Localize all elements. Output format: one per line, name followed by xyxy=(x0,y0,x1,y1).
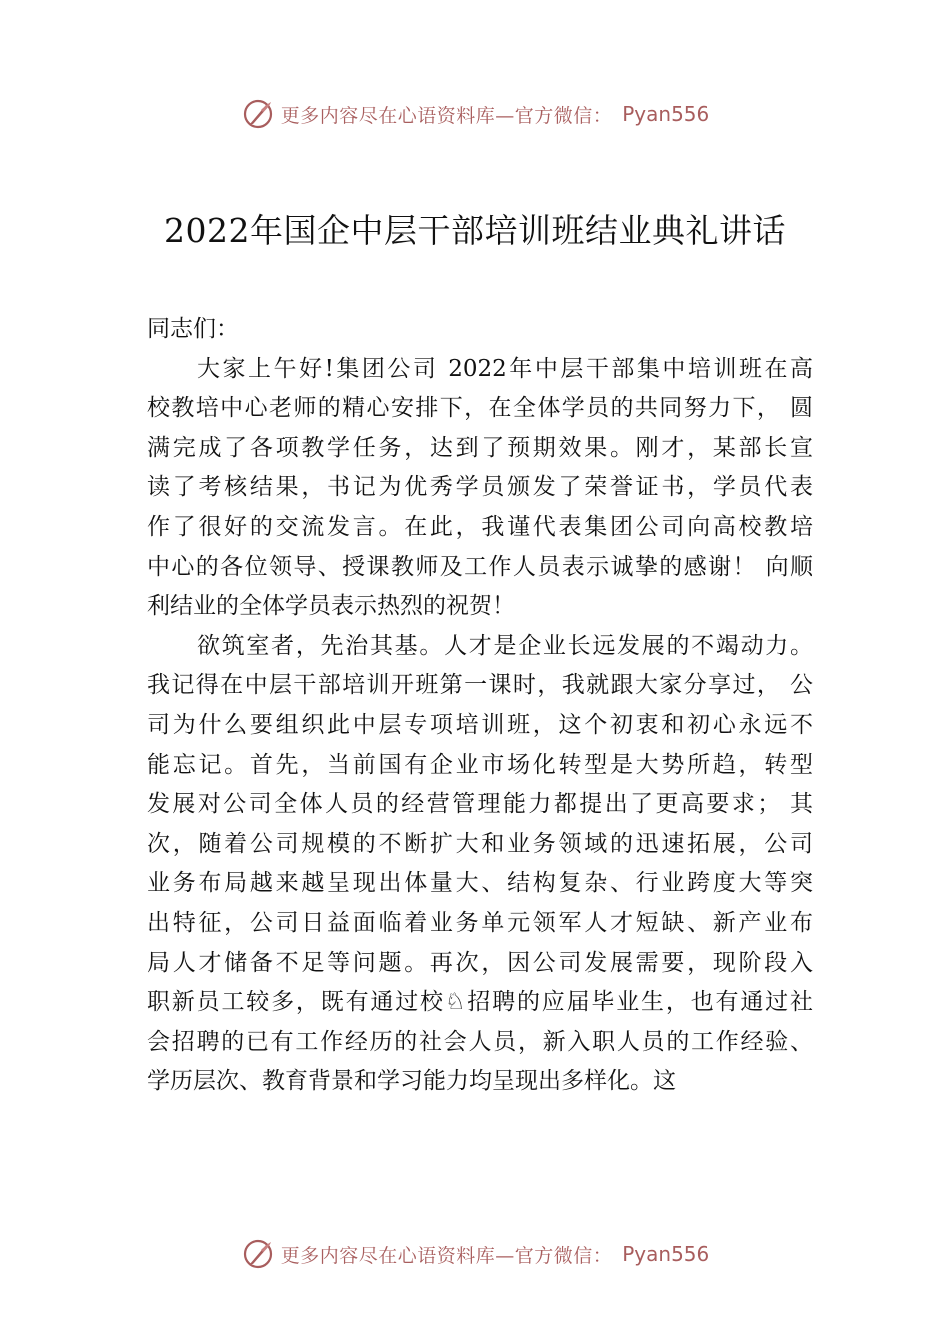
body-line: 利结业的全体学员表示热烈的祝贺！ xyxy=(147,593,515,620)
body-line: 职新员工较多，既有通过校♘招聘的应届毕业生，也有通过社 xyxy=(147,989,813,1016)
body-line: 大家上午好!集团公司 2022年中层干部集中培训班在高 xyxy=(197,355,813,382)
watermark-text: 更多内容尽在心语资料库—官方微信： xyxy=(280,1244,613,1267)
watermark-group xyxy=(241,1237,710,1271)
body-line: 会招聘的已有工作经历的社会人员，新入职人员的工作经验、 xyxy=(147,1028,813,1055)
body-line: 次，随着公司规模的不断扩大和业务领域的迅速拓展，公司 xyxy=(147,830,813,857)
document-body xyxy=(147,310,813,1102)
body-line: 我记得在中层干部培训开班第一课时，我就跟大家分享过， 公 xyxy=(147,672,813,699)
body-line: 能忘记。首先，当前国有企业市场化转型是大势所趋，转型 xyxy=(147,751,813,778)
footer-watermark xyxy=(0,1234,950,1274)
watermark-text: 更多内容尽在心语资料库—官方微信： xyxy=(280,104,613,127)
watermark-wechat-id: Pyan556 xyxy=(622,102,710,126)
quill-pen-logo-icon xyxy=(241,1237,275,1271)
body-line: 欲筑室者，先治其基。人才是企业长远发展的不竭动力。 xyxy=(197,632,813,659)
watermark-wechat-id: Pyan556 xyxy=(622,1242,710,1266)
body-line: 作了很好的交流发言。在此，我谨代表集团公司向高校教培 xyxy=(147,513,813,540)
header-watermark xyxy=(0,94,950,134)
document-title: 2022年国企中层干部培训班结业典礼讲话 xyxy=(164,211,786,250)
body-line: 司为什么要组织此中层专项培训班，这个初衷和初心永远不 xyxy=(147,711,813,738)
body-line: 学历层次、教育背景和学习能力均呈现出多样化。这 xyxy=(147,1068,676,1095)
body-line: 校教培中心老师的精心安排下，在全体学员的共同努力下， 圆 xyxy=(147,395,813,422)
body-line: 读了考核结果，书记为优秀学员颁发了荣誉证书，学员代表 xyxy=(147,474,813,501)
quill-pen-logo-icon xyxy=(241,97,275,131)
body-line: 局人才储备不足等问题。再次，因公司发展需要，现阶段入 xyxy=(147,949,813,976)
salutation: 同志们： xyxy=(147,316,239,342)
body-line: 出特征，公司日益面临着业务单元领军人才短缺、新产业布 xyxy=(147,909,813,936)
watermark-group xyxy=(241,97,710,131)
body-line: 满完成了各项教学任务，达到了预期效果。刚才，某部长宣 xyxy=(147,434,813,461)
body-line: 发展对公司全体人员的经营管理能力都提出了更高要求； 其 xyxy=(147,791,813,818)
body-line: 中心的各位领导、授课教师及工作人员表示诚挚的感谢！ 向顺 xyxy=(147,553,813,580)
body-line: 业务布局越来越呈现出体量大、结构复杂、行业跨度大等突 xyxy=(147,870,813,897)
